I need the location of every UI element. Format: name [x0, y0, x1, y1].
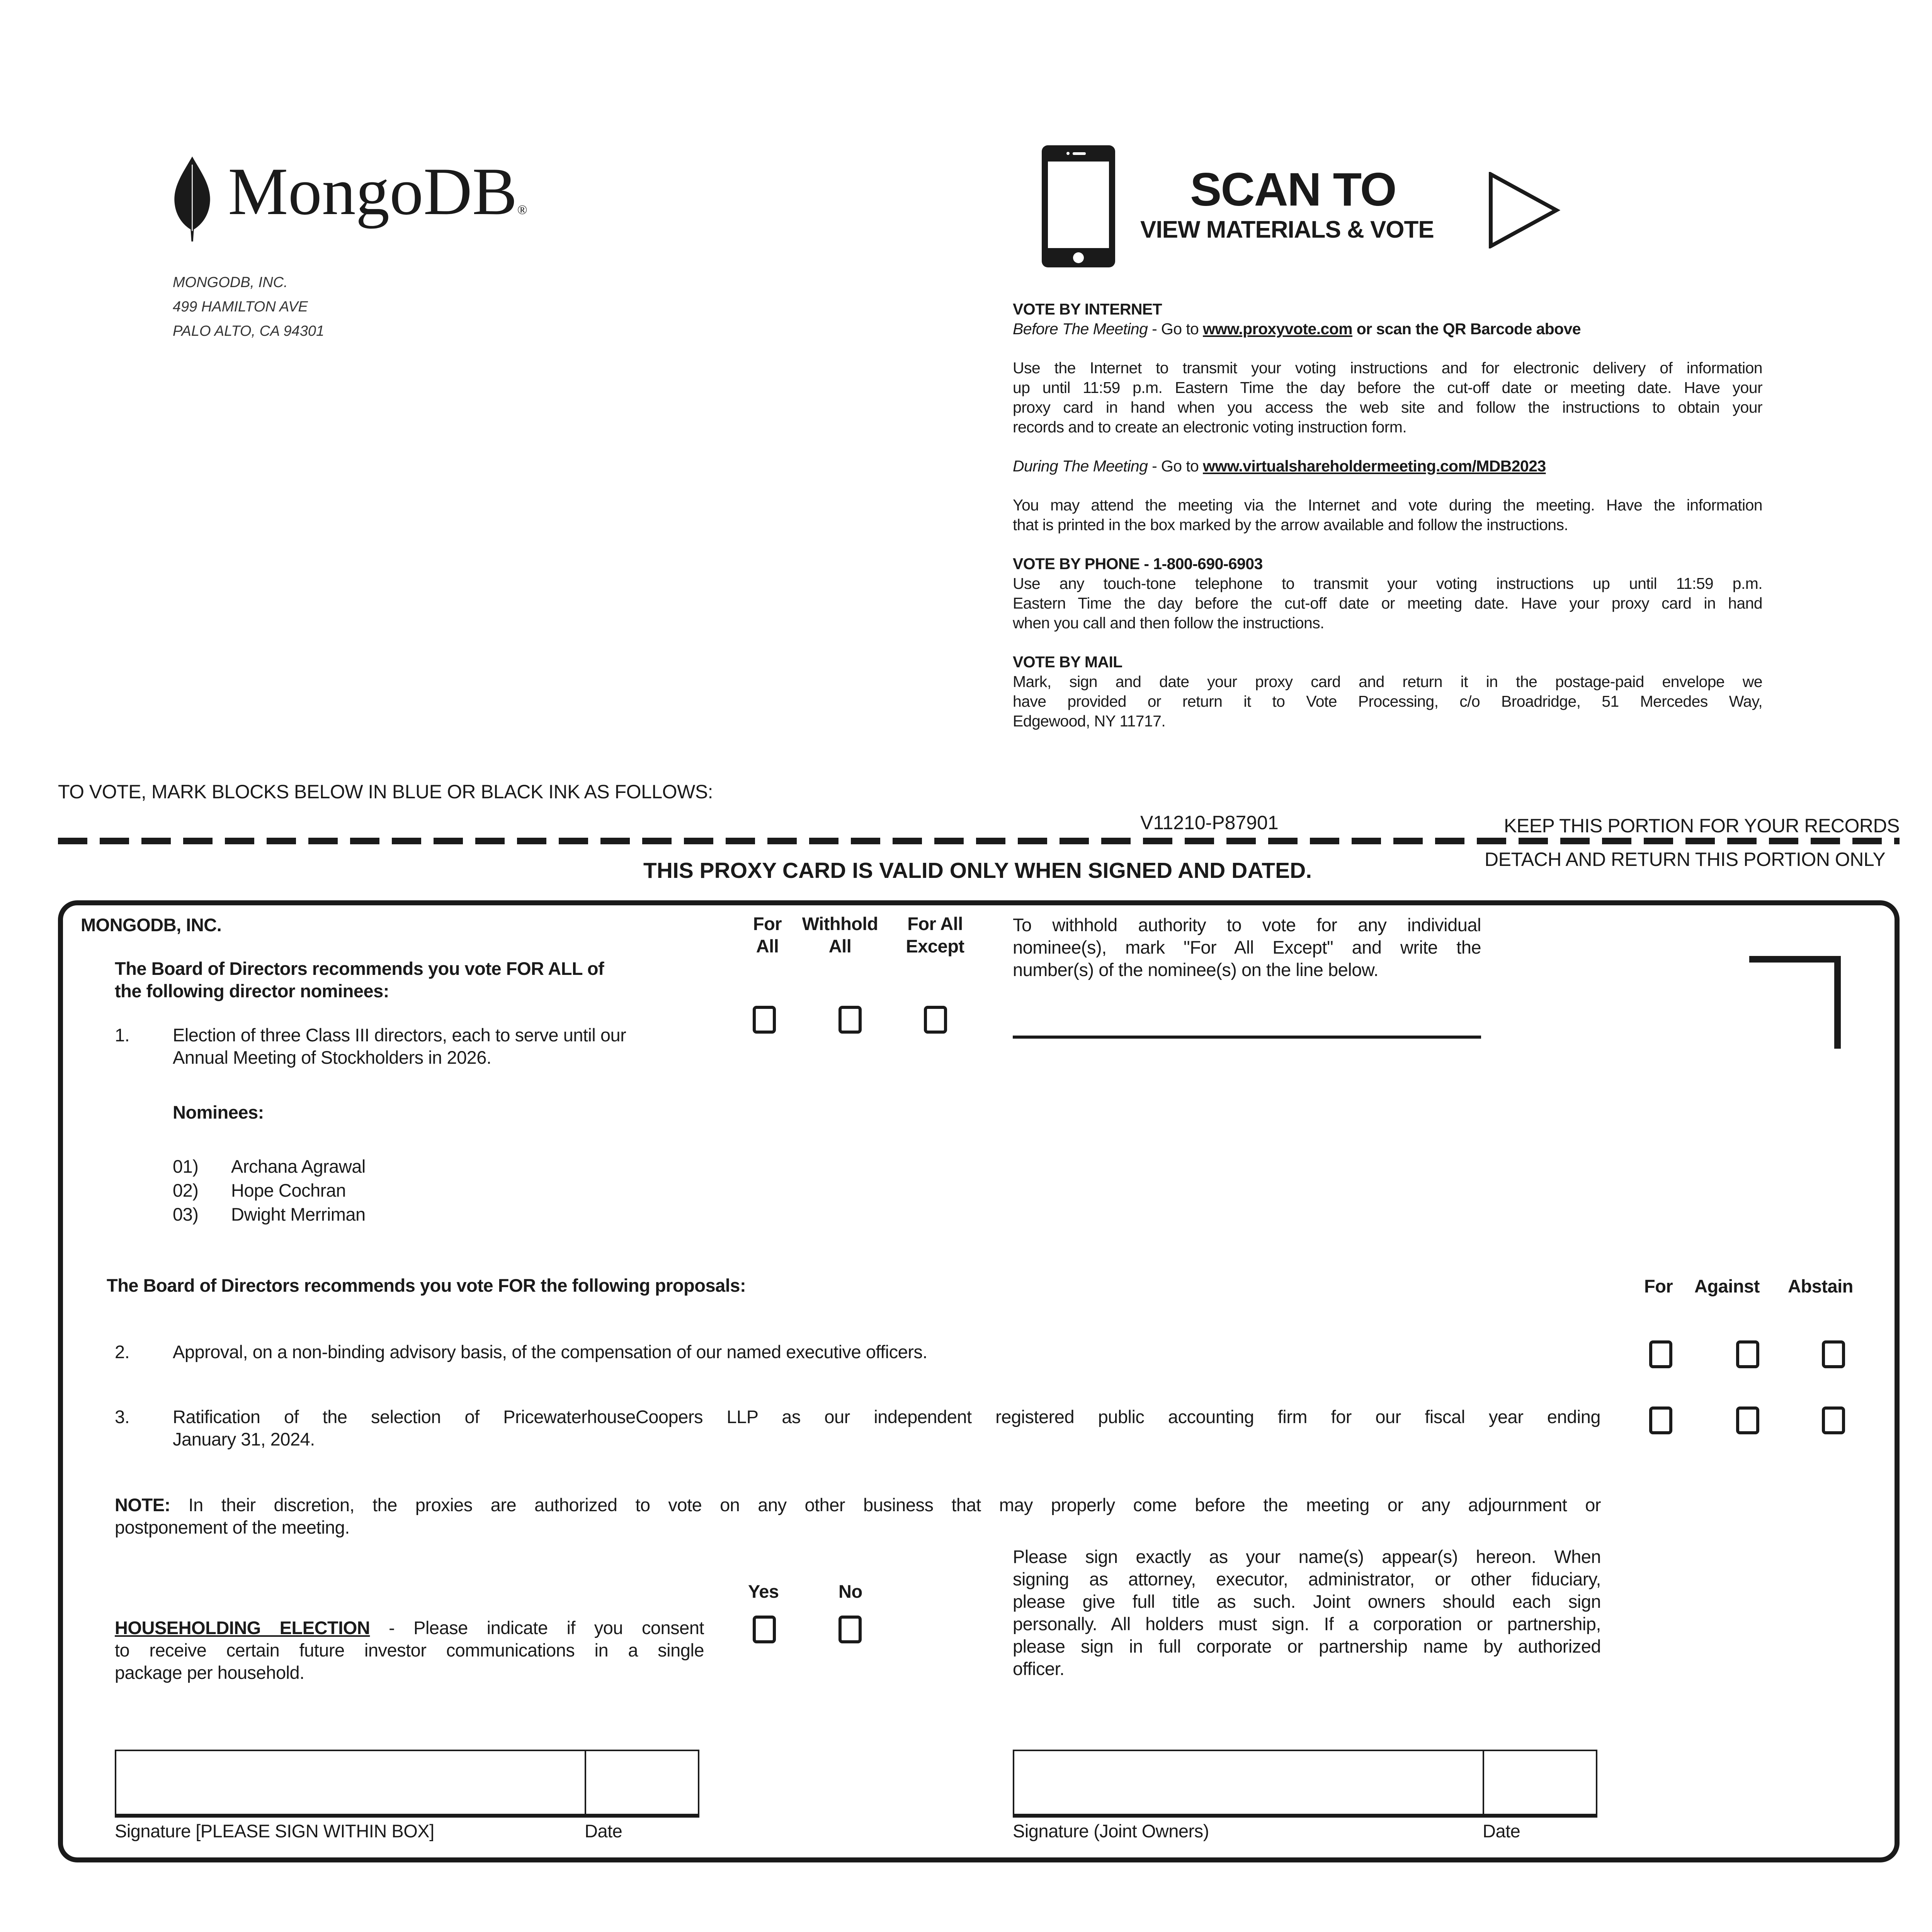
- item3-abstain-checkbox[interactable]: [1822, 1406, 1845, 1434]
- corner-mark-horizontal: [1749, 956, 1841, 963]
- note-label: NOTE:: [115, 1495, 170, 1515]
- nominees-label: Nominees:: [173, 1102, 264, 1122]
- for-all-except-checkbox[interactable]: [924, 1006, 947, 1034]
- item3-against-checkbox[interactable]: [1736, 1406, 1759, 1434]
- scan-title: SCAN TO: [1190, 163, 1396, 216]
- col-withhold-all: [794, 913, 886, 957]
- item3-for-checkbox[interactable]: [1649, 1406, 1672, 1434]
- nominee-number-line[interactable]: [1013, 1036, 1481, 1039]
- valid-notice: THIS PROXY CARD IS VALID ONLY WHEN SIGNED AND DATED.: [643, 858, 1312, 883]
- board-rec-for: The Board of Directors recommends you vote FOR the following proposals:: [107, 1275, 746, 1296]
- col-for-all-except: [896, 913, 974, 957]
- internet-text: Use the Internet to transmit your voting instructions and for electronic delivery of information: [1013, 359, 1762, 377]
- col-for-all: [744, 913, 791, 957]
- text-line: - Please indicate if you consent: [370, 1617, 704, 1638]
- joint-signature-divider: [1483, 1750, 1484, 1818]
- vote-mail-heading: VOTE BY MAIL: [1013, 653, 1122, 671]
- text-line: postponement of the meeting.: [115, 1517, 350, 1537]
- detach-dashed-line: [58, 838, 1900, 844]
- item1-number: 1.: [115, 1025, 130, 1045]
- col-against: Against: [1694, 1276, 1760, 1296]
- virtual-meeting-link[interactable]: www.virtualshareholdermeeting.com/MDB2023: [1203, 457, 1546, 475]
- text-line: please give full title as such. Joint owners should each sign: [1013, 1591, 1601, 1612]
- internet-text: records and to create an electronic voting instruction form.: [1013, 418, 1407, 436]
- nominee-num: 01): [173, 1156, 199, 1177]
- vote-internet-heading: VOTE BY INTERNET: [1013, 300, 1162, 318]
- text-line: Annual Meeting of Stockholders in 2026.: [173, 1047, 492, 1068]
- control-code: V11210-P87901: [1140, 812, 1279, 833]
- mail-text: have provided or return it to Vote Processing, c/o Broadridge, 51 Mercedes Way,: [1013, 692, 1762, 710]
- mongodb-logo-text: [228, 155, 527, 247]
- householding-yes-checkbox[interactable]: [753, 1616, 776, 1643]
- text-line: signing as attorney, executor, administrator, or other fiduciary,: [1013, 1569, 1601, 1589]
- company-address: [173, 270, 324, 344]
- item2-text: Approval, on a non-binding advisory basis, of the compensation of our named executive officers.: [173, 1342, 927, 1362]
- nominee-list: [173, 1155, 366, 1226]
- nominee-name: Archana Agrawal: [231, 1156, 366, 1177]
- internet-text: up until 11:59 p.m. Eastern Time the day before the cut-off date or meeting date. Have your: [1013, 379, 1762, 396]
- nominee-item: [173, 1203, 366, 1226]
- internet-text: proxy card in hand when you access the web site and follow the instructions to obtain your: [1013, 398, 1762, 416]
- scan-subtitle: VIEW MATERIALS & VOTE: [1140, 216, 1434, 243]
- item2-abstain-checkbox[interactable]: [1822, 1340, 1845, 1368]
- vote-phone-heading: VOTE BY PHONE - 1-800-690-6903: [1013, 555, 1263, 573]
- col-label: All: [828, 936, 852, 956]
- yes-label: Yes: [748, 1581, 779, 1602]
- attend-text: that is printed in the box marked by the arrow available and follow the instructions.: [1013, 516, 1568, 534]
- col-label: Except: [906, 936, 964, 956]
- text-line: The Board of Directors recommends you vote FOR ALL of: [115, 958, 604, 979]
- signature-divider: [585, 1750, 586, 1818]
- text-line: the following director nominees:: [115, 981, 389, 1001]
- board-rec-all: [115, 957, 704, 1002]
- text-line: to receive certain future investor communications in a single: [115, 1640, 704, 1660]
- householding-text: [115, 1617, 704, 1684]
- text-line: January 31, 2024.: [173, 1429, 315, 1449]
- card-company: MONGODB, INC.: [81, 915, 222, 935]
- note-text: [115, 1494, 1601, 1539]
- address-line: 499 HAMILTON AVE: [173, 299, 308, 315]
- logo-brand: MongoDB: [228, 154, 517, 229]
- go-to-text: - Go to: [1148, 320, 1203, 338]
- detach-portion-label: DETACH AND RETURN THIS PORTION ONLY: [1485, 849, 1886, 870]
- phone-text: Eastern Time the day before the cut-off date or meeting date. Have your proxy card in hand: [1013, 594, 1762, 612]
- phone-text: when you call and then follow the instructions.: [1013, 614, 1324, 632]
- text-line: Ratification of the selection of PricewaterhouseCoopers LLP as our independent registered public accounting firm for our fiscal year ending: [173, 1406, 1600, 1427]
- text-line: In their discretion, the proxies are authorized to vote on any other business that may properly come before the meeting or any adjournment or: [170, 1495, 1601, 1515]
- nominee-num: 02): [173, 1180, 199, 1201]
- registered-mark: ®: [517, 203, 527, 217]
- phone-text: Use any touch-tone telephone to transmit your voting instructions up until 11:59 p.m.: [1013, 575, 1762, 592]
- joint-signature-label: Signature (Joint Owners): [1013, 1821, 1209, 1841]
- item1-text: [173, 1024, 704, 1069]
- nominee-num: 03): [173, 1204, 199, 1225]
- withhold-all-checkbox[interactable]: [838, 1006, 862, 1034]
- address-line: PALO ALTO, CA 94301: [173, 323, 325, 339]
- nominee-name: Dwight Merriman: [231, 1204, 366, 1225]
- col-label: All: [756, 936, 779, 956]
- for-all-checkbox[interactable]: [753, 1006, 776, 1034]
- text-line: nominee(s), mark "For All Except" and write the: [1013, 937, 1481, 957]
- arrow-triangle-icon: [1488, 172, 1560, 248]
- mark-instructions: TO VOTE, MARK BLOCKS BELOW IN BLUE OR BLACK INK AS FOLLOWS:: [58, 781, 713, 803]
- go-to-text: - Go to: [1148, 457, 1203, 475]
- joint-date-label: Date: [1483, 1821, 1520, 1841]
- corner-mark-vertical: [1834, 956, 1841, 1049]
- mail-text: Mark, sign and date your proxy card and return it in the postage-paid envelope we: [1013, 673, 1762, 690]
- item2-against-checkbox[interactable]: [1736, 1340, 1759, 1368]
- mail-text: Edgewood, NY 11717.: [1013, 712, 1166, 730]
- smartphone-icon: [1042, 145, 1115, 267]
- nominee-name: Hope Cochran: [231, 1180, 346, 1201]
- text-line: package per household.: [115, 1662, 304, 1683]
- no-label: No: [838, 1581, 862, 1602]
- col-label: For All: [907, 913, 963, 934]
- householding-label: HOUSEHOLDING ELECTION: [115, 1617, 370, 1638]
- mongodb-leaf-icon: [172, 156, 213, 242]
- signature-label: Signature [PLEASE SIGN WITHIN BOX]: [115, 1821, 434, 1841]
- before-meeting-label: Before The Meeting: [1013, 320, 1148, 338]
- nominee-item: [173, 1179, 366, 1202]
- col-label: For: [753, 913, 782, 934]
- joint-signature-box[interactable]: [1013, 1750, 1597, 1818]
- item3-number: 3.: [115, 1406, 130, 1427]
- vote-instructions: [1013, 299, 1762, 731]
- nominee-item: [173, 1155, 366, 1178]
- during-meeting-label: During The Meeting: [1013, 457, 1148, 475]
- text-line: officer.: [1013, 1658, 1065, 1679]
- text-line: Please sign exactly as your name(s) appear(s) hereon. When: [1013, 1546, 1601, 1567]
- signature-box[interactable]: [115, 1750, 699, 1818]
- text-line: please sign in full corporate or partnership name by authorized: [1013, 1636, 1601, 1656]
- keep-portion-label: KEEP THIS PORTION FOR YOUR RECORDS: [1504, 815, 1900, 837]
- scan-qr-text: or scan the QR Barcode above: [1352, 320, 1581, 338]
- item3-text: [173, 1406, 1600, 1451]
- col-label: Withhold: [802, 913, 878, 934]
- text-line: Election of three Class III directors, each to serve until our: [173, 1025, 626, 1045]
- proxyvote-link[interactable]: www.proxyvote.com: [1203, 320, 1353, 338]
- text-line: personally. All holders must sign. If a corporation or partnership,: [1013, 1614, 1601, 1634]
- item2-for-checkbox[interactable]: [1649, 1340, 1672, 1368]
- col-for: For: [1644, 1276, 1673, 1296]
- withhold-instructions: [1013, 914, 1481, 981]
- text-line: number(s) of the nominee(s) on the line below.: [1013, 959, 1379, 980]
- householding-no-checkbox[interactable]: [838, 1616, 862, 1643]
- address-line: MONGODB, INC.: [173, 274, 288, 291]
- date-label: Date: [585, 1821, 622, 1841]
- attend-text: You may attend the meeting via the Internet and vote during the meeting. Have the information: [1013, 496, 1762, 514]
- item2-number: 2.: [115, 1342, 130, 1362]
- text-line: To withhold authority to vote for any individual: [1013, 915, 1481, 935]
- sign-instructions: [1013, 1546, 1601, 1680]
- col-abstain: Abstain: [1788, 1276, 1853, 1296]
